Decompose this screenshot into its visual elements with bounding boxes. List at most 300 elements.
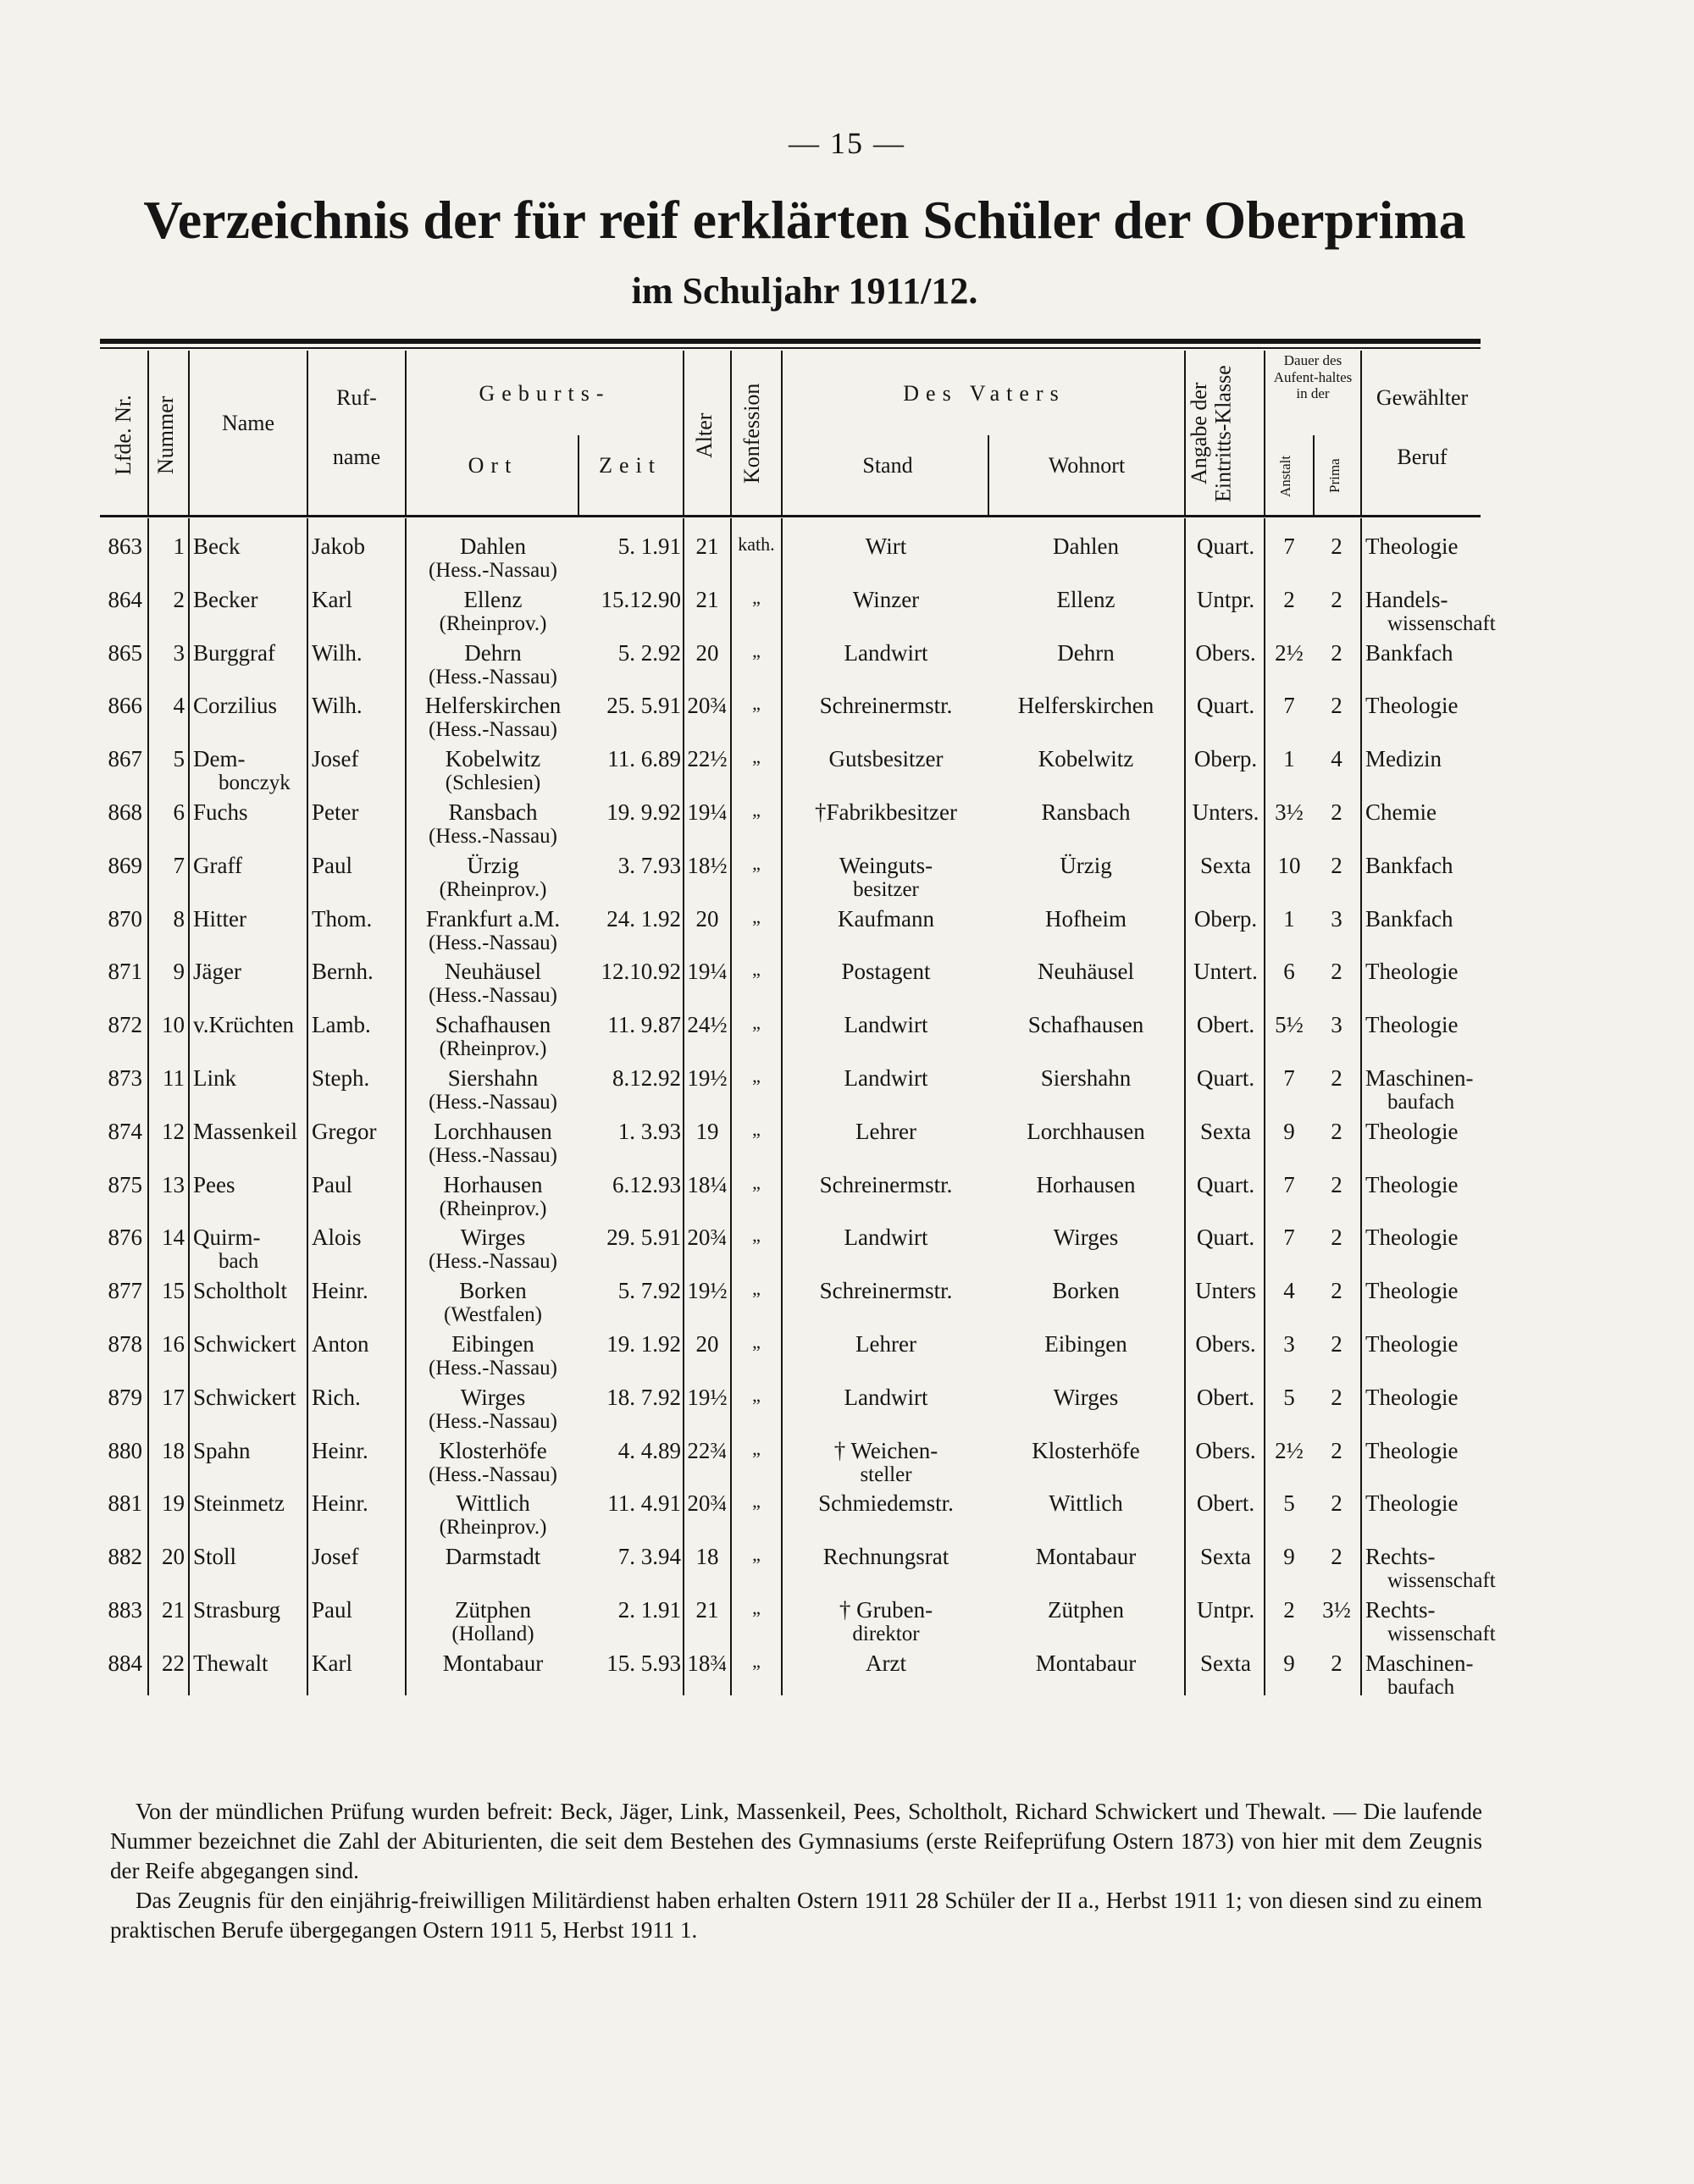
cell-nr: 14 bbox=[162, 1225, 185, 1251]
cell-konf: „ bbox=[752, 1384, 761, 1406]
cell-konf: „ bbox=[752, 639, 761, 661]
cell-name: Fuchs bbox=[193, 799, 248, 825]
cell-lfd: 878 bbox=[108, 1330, 142, 1357]
cell-anstalt: 7 bbox=[1283, 1064, 1295, 1091]
cell-prima: 2 bbox=[1331, 1437, 1342, 1463]
cell-name: Thewalt bbox=[193, 1650, 268, 1676]
cell-konf: „ bbox=[752, 746, 761, 768]
cell-lfd: 865 bbox=[108, 639, 142, 666]
cell-alter: 19¼ bbox=[687, 799, 728, 825]
cell-lfd: 877 bbox=[108, 1278, 142, 1304]
cell-beruf: Theologie bbox=[1365, 1437, 1459, 1463]
header-lfd-nr: Lfde. Nr. bbox=[111, 395, 136, 476]
cell-alter: 18 bbox=[695, 1544, 719, 1570]
header-vaters: Des Vaters bbox=[903, 381, 1066, 406]
cell-nr: 3 bbox=[173, 639, 185, 666]
cell-anstalt: 1 bbox=[1283, 746, 1295, 772]
cell-name: Schwickert bbox=[193, 1330, 296, 1357]
cell-lfd: 864 bbox=[108, 586, 142, 612]
cell-zeit: 25. 5.91 bbox=[606, 693, 681, 719]
cell-ruf: Josef bbox=[312, 746, 359, 772]
table-row bbox=[100, 846, 1481, 899]
header-alter: Alter bbox=[692, 412, 717, 458]
cell-konf: „ bbox=[752, 1171, 761, 1193]
cell-prima: 2 bbox=[1331, 1064, 1342, 1091]
cell-zeit: 24. 1.92 bbox=[606, 905, 681, 932]
cell-alter: 18¾ bbox=[687, 1650, 728, 1676]
table-row bbox=[100, 1059, 1481, 1112]
header-rule-bottom bbox=[100, 515, 1481, 517]
table-row bbox=[100, 1431, 1481, 1485]
cell-ort: Eibingen bbox=[451, 1330, 534, 1357]
col-divider bbox=[188, 351, 190, 515]
cell-wohnort: Ransbach bbox=[1041, 799, 1131, 825]
header-nummer: Nummer bbox=[153, 395, 178, 475]
cell-zeit: 11. 4.91 bbox=[607, 1490, 681, 1517]
cell-ruf: Thom. bbox=[312, 905, 373, 932]
cell-alter: 19½ bbox=[687, 1278, 728, 1304]
cell-nr: 17 bbox=[162, 1384, 185, 1410]
cell-ort2: (Hess.-Nassau) bbox=[428, 1090, 558, 1114]
cell-stand: Schreinermstr. bbox=[819, 1278, 953, 1304]
cell-name: Beck bbox=[193, 534, 241, 559]
cell-ort: Montabaur bbox=[442, 1650, 544, 1676]
cell-stand2: steller bbox=[860, 1462, 912, 1486]
cell-konf: „ bbox=[752, 959, 761, 981]
table-row bbox=[100, 1644, 1481, 1697]
cell-ort2: (Rheinprov.) bbox=[439, 611, 547, 635]
cell-zeit: 5. 1.91 bbox=[617, 534, 681, 559]
cell-ort2: (Westfalen) bbox=[444, 1303, 542, 1327]
cell-ort2: (Hess.-Nassau) bbox=[428, 824, 558, 848]
cell-anstalt: 4 bbox=[1283, 1278, 1295, 1304]
cell-prima: 2 bbox=[1331, 1490, 1342, 1517]
cell-stand: Postagent bbox=[841, 959, 931, 985]
cell-beruf2: wissenschaft bbox=[1387, 1569, 1496, 1593]
cell-anstalt: 2½ bbox=[1275, 639, 1304, 666]
header-rule-top-thin bbox=[100, 347, 1481, 349]
table-row bbox=[100, 1590, 1496, 1645]
cell-anstalt: 7 bbox=[1283, 693, 1295, 719]
table-header bbox=[100, 351, 1481, 515]
cell-konf: „ bbox=[752, 1012, 761, 1034]
cell-lfd: 884 bbox=[108, 1650, 142, 1676]
cell-prima: 2 bbox=[1331, 534, 1342, 559]
cell-ort2: (Rheinprov.) bbox=[439, 1197, 547, 1220]
cell-anstalt: 6 bbox=[1283, 959, 1295, 985]
cell-ruf: Josef bbox=[312, 1544, 359, 1570]
col-divider bbox=[781, 351, 783, 515]
cell-beruf: Theologie bbox=[1365, 1171, 1459, 1197]
table-row bbox=[100, 580, 1496, 635]
cell-anstalt: 3½ bbox=[1275, 799, 1304, 825]
cell-beruf: Maschinen- bbox=[1365, 1064, 1474, 1091]
cell-ruf: Gregor bbox=[312, 1118, 377, 1144]
cell-eintritt: Quart. bbox=[1196, 1171, 1255, 1197]
cell-lfd: 869 bbox=[108, 852, 142, 878]
cell-beruf: Bankfach bbox=[1365, 639, 1453, 666]
col-divider bbox=[1360, 351, 1362, 515]
cell-ruf: Paul bbox=[312, 1596, 353, 1623]
cell-name: Jäger bbox=[193, 959, 241, 985]
cell-ort2: (Holland) bbox=[451, 1622, 534, 1645]
cell-wohnort: Helferskirchen bbox=[1017, 693, 1154, 719]
cell-eintritt: Obert. bbox=[1196, 1490, 1255, 1517]
cell-ort2: (Rheinprov.) bbox=[439, 877, 547, 901]
cell-ort: Wittlich bbox=[456, 1490, 530, 1517]
cell-nr: 7 bbox=[173, 852, 185, 878]
cell-stand: Rechnungsrat bbox=[822, 1544, 949, 1570]
cell-zeit: 12.10.92 bbox=[601, 959, 681, 985]
cell-zeit: 11. 9.87 bbox=[607, 1012, 681, 1038]
cell-ort: Helferskirchen bbox=[424, 693, 562, 719]
cell-stand: † Weichen- bbox=[833, 1437, 938, 1463]
cell-konf: „ bbox=[752, 693, 761, 715]
cell-anstalt: 7 bbox=[1283, 534, 1295, 559]
cell-stand: Landwirt bbox=[844, 1225, 928, 1251]
cell-konf: „ bbox=[752, 852, 761, 874]
cell-ruf: Bernh. bbox=[312, 959, 374, 985]
cell-anstalt: 2½ bbox=[1275, 1437, 1304, 1463]
cell-ruf: Peter bbox=[312, 799, 359, 825]
cell-name: v.Krüchten bbox=[193, 1012, 294, 1038]
table-row bbox=[100, 1324, 1481, 1378]
cell-stand: Landwirt bbox=[844, 1064, 928, 1091]
cell-ort: Borken bbox=[459, 1278, 527, 1304]
cell-nr: 8 bbox=[173, 905, 185, 932]
cell-beruf: Theologie bbox=[1365, 534, 1459, 559]
cell-ort: Ransbach bbox=[448, 799, 538, 825]
cell-nr: 18 bbox=[162, 1437, 185, 1463]
cell-konf: „ bbox=[752, 1544, 761, 1566]
cell-eintritt: Sexta bbox=[1200, 1544, 1251, 1570]
cell-anstalt: 9 bbox=[1283, 1544, 1295, 1570]
cell-lfd: 863 bbox=[108, 534, 142, 559]
cell-konf: „ bbox=[752, 1330, 761, 1352]
cell-prima: 4 bbox=[1331, 746, 1342, 772]
header-wohnort: Wohnort bbox=[1048, 453, 1126, 478]
cell-prima: 2 bbox=[1331, 1225, 1342, 1251]
header-geburts: Geburts- bbox=[479, 381, 611, 406]
col-divider bbox=[1264, 351, 1265, 515]
cell-alter: 24½ bbox=[687, 1012, 728, 1038]
cell-prima: 2 bbox=[1331, 693, 1342, 719]
cell-lfd: 880 bbox=[108, 1437, 142, 1463]
cell-nr: 13 bbox=[162, 1171, 185, 1197]
cell-name: Scholtholt bbox=[193, 1278, 288, 1304]
cell-name: Schwickert bbox=[193, 1384, 296, 1410]
cell-zeit: 8.12.92 bbox=[612, 1064, 681, 1091]
cell-prima: 2 bbox=[1331, 959, 1342, 985]
header-prima: Prima bbox=[1326, 458, 1342, 494]
cell-ort: Darmstadt bbox=[445, 1544, 541, 1570]
cell-alter: 22¾ bbox=[687, 1437, 728, 1463]
cell-ort2: (Hess.-Nassau) bbox=[428, 1250, 558, 1274]
cell-lfd: 868 bbox=[108, 799, 142, 825]
cell-wohnort: Borken bbox=[1052, 1278, 1120, 1304]
cell-nr: 20 bbox=[162, 1544, 185, 1570]
header-dauer: Dauer des Aufent-haltes in der bbox=[1273, 352, 1353, 402]
cell-zeit: 5. 7.92 bbox=[617, 1278, 681, 1304]
cell-ort2: (Schlesien) bbox=[445, 771, 541, 795]
cell-name: Becker bbox=[193, 586, 258, 612]
cell-wohnort: Wirges bbox=[1053, 1384, 1119, 1410]
cell-beruf2: wissenschaft bbox=[1387, 1622, 1496, 1645]
cell-ruf: Wilh. bbox=[312, 693, 363, 719]
cell-alter: 20¾ bbox=[687, 1225, 728, 1251]
cell-konf: „ bbox=[752, 1650, 761, 1672]
cell-beruf: Theologie bbox=[1365, 1012, 1459, 1038]
cell-ort: Schafhausen bbox=[435, 1012, 551, 1038]
cell-ort: Ürzig bbox=[467, 852, 519, 878]
cell-name2: bonczyk bbox=[219, 771, 291, 795]
cell-ort2: (Hess.-Nassau) bbox=[428, 1409, 558, 1433]
cell-beruf: Bankfach bbox=[1365, 852, 1453, 878]
cell-eintritt: Obers. bbox=[1195, 1330, 1256, 1357]
cell-zeit: 3. 7.93 bbox=[617, 852, 681, 878]
cell-nr: 5 bbox=[173, 746, 185, 772]
cell-eintritt: Sexta bbox=[1200, 1118, 1251, 1144]
cell-prima: 2 bbox=[1331, 1330, 1342, 1357]
cell-anstalt: 3 bbox=[1283, 1330, 1295, 1357]
cell-anstalt: 7 bbox=[1283, 1225, 1295, 1251]
cell-zeit: 19. 1.92 bbox=[606, 1330, 681, 1357]
cell-name: Link bbox=[193, 1064, 236, 1091]
header-zeit: Zeit bbox=[599, 453, 662, 478]
cell-ort: Horhausen bbox=[443, 1171, 543, 1197]
cell-stand: Weinguts- bbox=[839, 852, 933, 878]
cell-beruf: Theologie bbox=[1365, 693, 1459, 719]
cell-prima: 2 bbox=[1331, 586, 1342, 612]
cell-name: Steinmetz bbox=[193, 1490, 285, 1517]
cell-alter: 19¼ bbox=[687, 959, 728, 985]
table-row bbox=[100, 739, 1481, 793]
cell-konf: „ bbox=[752, 1118, 761, 1140]
cell-lfd: 871 bbox=[108, 959, 142, 985]
cell-stand: Schmiedemstr. bbox=[818, 1490, 954, 1517]
cell-lfd: 873 bbox=[108, 1064, 142, 1091]
cell-ort: Lorchhausen bbox=[434, 1118, 552, 1144]
cell-wohnort: Neuhäusel bbox=[1038, 959, 1134, 985]
cell-konf: „ bbox=[752, 905, 761, 927]
cell-stand: Arzt bbox=[866, 1650, 906, 1676]
table-row bbox=[100, 793, 1481, 846]
cell-beruf: Rechts- bbox=[1365, 1544, 1436, 1570]
cell-nr: 2 bbox=[173, 586, 185, 612]
cell-stand2: direktor bbox=[852, 1622, 920, 1645]
cell-nr: 4 bbox=[173, 693, 185, 719]
cell-nr: 10 bbox=[162, 1012, 185, 1038]
cell-wohnort: Klosterhöfe bbox=[1032, 1437, 1140, 1463]
cell-wohnort: Schafhausen bbox=[1027, 1012, 1144, 1038]
cell-konf: „ bbox=[752, 1064, 761, 1086]
cell-stand: Lehrer bbox=[855, 1118, 916, 1144]
cell-ruf: Alois bbox=[312, 1225, 362, 1251]
cell-beruf: Theologie bbox=[1365, 1330, 1459, 1357]
cell-zeit: 29. 5.91 bbox=[606, 1225, 681, 1251]
cell-stand: †Fabrikbesitzer bbox=[815, 799, 957, 825]
cell-ort2: (Hess.-Nassau) bbox=[428, 984, 558, 1008]
table-row bbox=[100, 633, 1481, 687]
cell-zeit: 7. 3.94 bbox=[617, 1544, 681, 1570]
cell-ruf: Paul bbox=[312, 852, 353, 878]
header-anstalt: Anstalt bbox=[1277, 455, 1293, 497]
cell-name: Strasburg bbox=[193, 1596, 281, 1623]
cell-name: Stoll bbox=[193, 1544, 237, 1570]
cell-eintritt: Obers. bbox=[1195, 639, 1256, 666]
cell-wohnort: Hofheim bbox=[1045, 905, 1127, 932]
col-divider bbox=[578, 435, 579, 515]
cell-name: Massenkeil bbox=[193, 1118, 297, 1144]
cell-lfd: 866 bbox=[108, 693, 142, 719]
cell-lfd: 881 bbox=[108, 1490, 142, 1517]
cell-alter: 20 bbox=[695, 905, 719, 932]
table-row bbox=[100, 1165, 1481, 1219]
cell-konf: „ bbox=[752, 1490, 761, 1512]
cell-nr: 22 bbox=[162, 1650, 185, 1676]
table-row bbox=[100, 899, 1481, 953]
cell-konf: „ bbox=[752, 1225, 761, 1247]
cell-wohnort: Ellenz bbox=[1056, 586, 1115, 612]
cell-eintritt: Quart. bbox=[1196, 1064, 1255, 1091]
cell-anstalt: 9 bbox=[1283, 1118, 1295, 1144]
cell-ruf: Anton bbox=[312, 1330, 369, 1357]
cell-ruf: Karl bbox=[312, 1650, 352, 1676]
cell-ort: Frankfurt a.M. bbox=[425, 905, 561, 932]
cell-stand: Landwirt bbox=[844, 1384, 928, 1410]
cell-beruf2: wissenschaft bbox=[1387, 611, 1496, 635]
cell-wohnort: Dehrn bbox=[1057, 639, 1115, 666]
cell-prima: 2 bbox=[1331, 1118, 1342, 1144]
cell-ruf: Rich. bbox=[312, 1384, 361, 1410]
cell-ort: Siershahn bbox=[447, 1064, 539, 1091]
cell-zeit: 1. 3.93 bbox=[617, 1118, 681, 1144]
cell-konf: „ bbox=[752, 799, 761, 821]
cell-eintritt: Unters. bbox=[1192, 799, 1259, 825]
cell-ort2: (Hess.-Nassau) bbox=[428, 1356, 558, 1380]
cell-ort: Dehrn bbox=[464, 639, 522, 666]
cell-alter: 20 bbox=[695, 639, 719, 666]
header-rufname-1: Ruf- bbox=[336, 385, 377, 410]
cell-ort2: (Hess.-Nassau) bbox=[428, 1143, 558, 1167]
cell-prima: 2 bbox=[1331, 1278, 1342, 1304]
cell-ort: Zütphen bbox=[455, 1596, 531, 1623]
cell-ort2: (Rheinprov.) bbox=[439, 1516, 547, 1540]
cell-prima: 2 bbox=[1331, 1171, 1342, 1197]
cell-ruf: Steph. bbox=[312, 1064, 370, 1091]
cell-name: Pees bbox=[193, 1171, 235, 1197]
cell-wohnort: Montabaur bbox=[1035, 1544, 1137, 1570]
header-konfession: Konfession bbox=[739, 383, 764, 484]
cell-name: Quirm- bbox=[193, 1225, 261, 1251]
cell-ort2: (Rheinprov.) bbox=[439, 1037, 547, 1061]
cell-beruf: Handels- bbox=[1365, 586, 1448, 612]
cell-ruf: Heinr. bbox=[312, 1490, 368, 1517]
cell-ruf: Karl bbox=[312, 586, 352, 612]
cell-lfd: 874 bbox=[108, 1118, 142, 1144]
cell-eintritt: Quart. bbox=[1196, 1225, 1255, 1251]
cell-nr: 19 bbox=[162, 1490, 185, 1517]
cell-beruf2: baufach bbox=[1387, 1675, 1455, 1699]
cell-wohnort: Lorchhausen bbox=[1027, 1118, 1145, 1144]
cell-nr: 6 bbox=[173, 799, 185, 825]
cell-stand2: besitzer bbox=[853, 877, 919, 901]
cell-eintritt: Sexta bbox=[1200, 1650, 1251, 1676]
cell-konf: „ bbox=[752, 1437, 761, 1459]
cell-eintritt: Oberp. bbox=[1193, 746, 1258, 772]
cell-ort: Neuhäusel bbox=[445, 959, 541, 985]
cell-wohnort: Wittlich bbox=[1049, 1490, 1123, 1517]
footnote-2: Das Zeugnis für den einjährig-freiwilligen Militärdienst haben erhalten Ostern 1911 28 Schüler der II a., Herbst 1911 1; von diesen sind zu einem praktischen Berufe übergegangen Ostern 1911 5, Herbst 1911 1. bbox=[110, 1888, 1482, 1943]
cell-eintritt: Obert. bbox=[1196, 1012, 1255, 1038]
cell-eintritt: Quart. bbox=[1196, 693, 1255, 719]
cell-stand: Lehrer bbox=[855, 1330, 916, 1357]
cell-nr: 16 bbox=[162, 1330, 185, 1357]
cell-wohnort: Ürzig bbox=[1060, 852, 1112, 878]
cell-zeit: 2. 1.91 bbox=[617, 1596, 681, 1623]
cell-prima: 3 bbox=[1331, 905, 1342, 932]
col-divider bbox=[683, 351, 684, 515]
cell-name: Hitter bbox=[193, 905, 246, 932]
cell-zeit: 5. 2.92 bbox=[617, 639, 681, 666]
cell-alter: 18½ bbox=[687, 852, 728, 878]
cell-beruf: Medizin bbox=[1365, 746, 1442, 772]
cell-wohnort: Kobelwitz bbox=[1038, 746, 1134, 772]
footnote-1: Von der mündlichen Prüfung wurden befreit: Beck, Jäger, Link, Massenkeil, Pees, Scholtholt, Richard Schwickert und Thewalt. — Die laufende Nummer bezeichnet die Zahl der Abiturienten, die seit dem Bestehen des Gymnasiums (erste Reifeprüfung Ostern 1873) von hier mit dem Zeugnis der Reife abgegangen sind. bbox=[110, 1799, 1482, 1883]
cell-wohnort: Wirges bbox=[1053, 1225, 1119, 1251]
cell-stand: Schreinermstr. bbox=[819, 1171, 953, 1197]
cell-ort2: (Hess.-Nassau) bbox=[428, 1462, 558, 1486]
cell-lfd: 882 bbox=[108, 1544, 142, 1570]
header-eintritt: Angabe der Eintritts-Klasse bbox=[1187, 365, 1236, 502]
cell-alter: 20¾ bbox=[687, 1490, 728, 1517]
footnotes bbox=[110, 1797, 1482, 1945]
header-beruf-2: Beruf bbox=[1397, 445, 1448, 469]
table-row bbox=[100, 1484, 1481, 1540]
page-title: Verzeichnis der für reif erklärten Schüler der Oberprima bbox=[143, 190, 1466, 250]
col-divider bbox=[730, 351, 732, 515]
cell-anstalt: 7 bbox=[1283, 1171, 1295, 1197]
cell-wohnort: Siershahn bbox=[1040, 1064, 1132, 1091]
cell-zeit: 11. 6.89 bbox=[607, 746, 681, 772]
cell-lfd: 875 bbox=[108, 1171, 142, 1197]
cell-anstalt: 5½ bbox=[1275, 1012, 1304, 1038]
cell-alter: 21 bbox=[695, 586, 719, 612]
cell-ort: Kobelwitz bbox=[445, 746, 541, 772]
cell-beruf2: baufach bbox=[1387, 1090, 1455, 1114]
col-divider bbox=[405, 351, 407, 515]
cell-ort2: (Hess.-Nassau) bbox=[428, 559, 558, 582]
cell-anstalt: 2 bbox=[1283, 1596, 1295, 1623]
cell-konf: „ bbox=[752, 586, 761, 608]
cell-ort2: (Hess.-Nassau) bbox=[428, 931, 558, 954]
cell-wohnort: Eibingen bbox=[1044, 1330, 1127, 1357]
cell-zeit: 15. 5.93 bbox=[606, 1650, 681, 1676]
cell-lfd: 870 bbox=[108, 905, 142, 932]
cell-zeit: 18. 7.92 bbox=[606, 1384, 681, 1410]
header-ort: Ort bbox=[468, 453, 518, 478]
cell-beruf: Rechts- bbox=[1365, 1596, 1436, 1623]
cell-prima: 2 bbox=[1331, 1544, 1342, 1570]
table-row bbox=[100, 1112, 1481, 1165]
cell-ort: Wirges bbox=[460, 1225, 526, 1251]
page-subtitle: im Schuljahr 1911/12. bbox=[631, 270, 978, 312]
cell-nr: 15 bbox=[162, 1278, 185, 1304]
cell-eintritt: Quart. bbox=[1196, 534, 1255, 559]
cell-beruf: Theologie bbox=[1365, 1225, 1459, 1251]
col-divider bbox=[1184, 351, 1186, 515]
cell-alter: 19½ bbox=[687, 1064, 728, 1091]
